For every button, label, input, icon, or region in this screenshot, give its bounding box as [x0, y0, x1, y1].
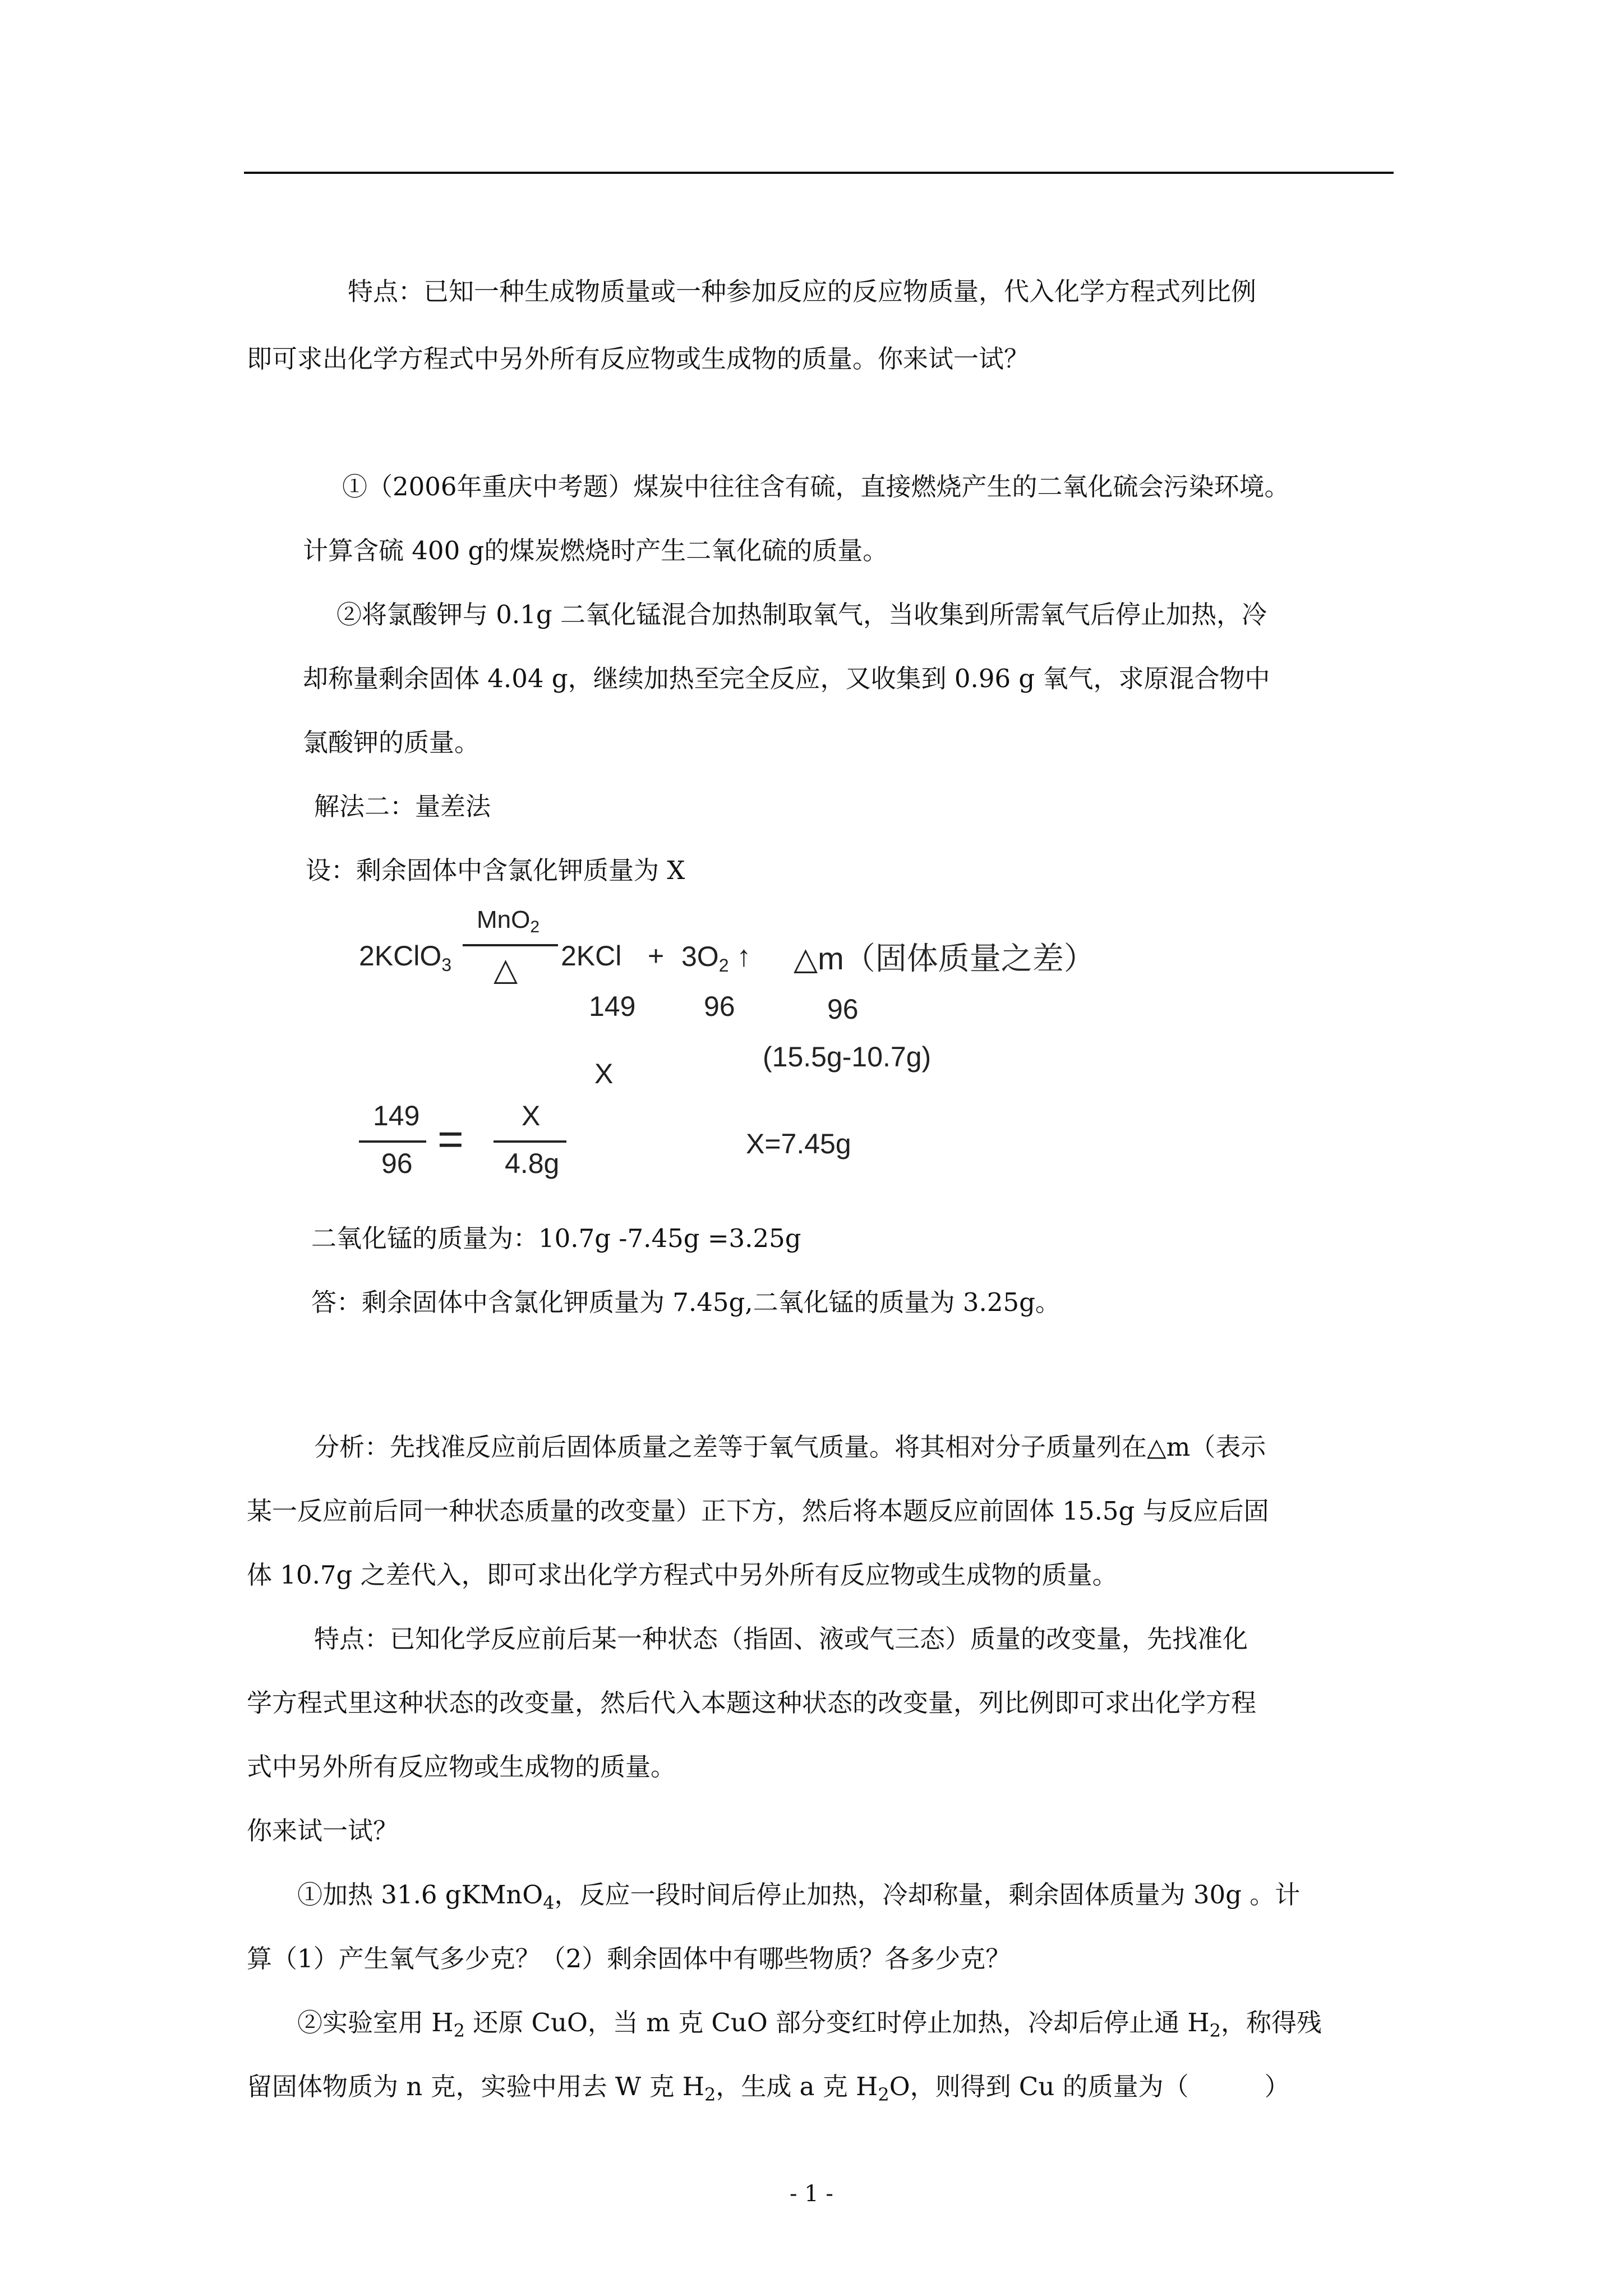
- feature2-line2: 学方程式里这种状态的改变量，然后代入本题这种状态的改变量，列比例即可求出化学方程: [247, 1688, 1257, 1718]
- method-title: 解法二：量差法: [314, 792, 491, 821]
- exercise2-line2: 留固体物质为 n 克，实验中用去 W 克 $H_2$，生成 a 克 $H_2O$，则得到 Cu 的质量为（ ）: [247, 2072, 1290, 2105]
- setup-line: 设：剩余固体中含氯化钾质量为 X: [306, 855, 685, 885]
- ratio-bar-1: [359, 1140, 426, 1143]
- plus-sign: +: [648, 940, 665, 972]
- problem1-line1: ①（2006年重庆中考题）煤炭中往往含有硫，直接燃烧产生的二氧化硫会污染环境。: [342, 472, 1290, 501]
- feature2-line3: 式中另外所有反应物或生成物的质量。: [247, 1752, 676, 1782]
- feature-text-line2: 即可求出化学方程式中另外所有反应物或生成物的质量。你来试一试？: [247, 344, 1030, 374]
- result-x: X=7.45g: [746, 1128, 851, 1159]
- exercise1-line1: ①加热 31.6 gKMnO$_4$，反应一段时间后停止加热，冷却称量，剩余固体质量为 30g 。计: [297, 1880, 1301, 1913]
- product-o2: $3O_2$ ↑: [681, 940, 751, 976]
- header-rule: [244, 172, 1394, 174]
- mass-o2: 96: [704, 991, 735, 1022]
- problem2-line1: ②将氯酸钾与 0.1g 二氧化锰混合加热制取氧气，当收集到所需氧气后停止加热，冷: [336, 600, 1267, 629]
- ratio-denominator-1: 96: [381, 1148, 413, 1179]
- page-number: - 1 -: [790, 2181, 833, 2207]
- analysis-line1: 分析：先找准反应前后固体质量之差等于氧气质量。将其相对分子质量列在△m（表示: [314, 1432, 1266, 1462]
- product-kcl: 2KCl: [561, 940, 622, 972]
- delta-m-label: △m（固体质量之差）: [794, 941, 1095, 976]
- problem2-line3: 氯酸钾的质量。: [303, 728, 480, 757]
- catalyst-label: MnO2: [477, 906, 540, 936]
- reactant: 2KClO$_3$: [359, 940, 452, 975]
- mass-difference: (15.5g-10.7g): [763, 1041, 932, 1073]
- mass-kcl: 149: [589, 991, 636, 1022]
- gas-arrow-icon: ↑: [736, 940, 751, 973]
- exercise1-line2: 算（1）产生氧气多少克？（2）剩余固体中有哪些物质？各多少克？: [247, 1944, 1011, 1973]
- ratio-equals: =: [437, 1114, 464, 1164]
- heat-condition: △: [494, 951, 518, 987]
- ratio-numerator-1: 149: [373, 1100, 420, 1131]
- try-it-line: 你来试一试？: [247, 1816, 399, 1846]
- problem2-line2: 却称量剩余固体 4.04 g，继续加热至完全反应，又收集到 0.96 g 氧气，求原混合物中: [303, 664, 1270, 693]
- mno2-mass-line: 二氧化锰的质量为：10.7g -7.45g =3.25g: [311, 1223, 801, 1253]
- feature2-line1: 特点：已知化学反应前后某一种状态（指固、液或气三态）质量的改变量，先找准化: [314, 1624, 1248, 1654]
- analysis-line2: 某一反应前后同一种状态质量的改变量）正下方，然后将本题反应前固体 15.5g 与反应后固: [247, 1496, 1269, 1526]
- ratio-numerator-2: X: [522, 1100, 541, 1131]
- answer-line: 答：剩余固体中含氯化钾质量为 7.45g,二氧化锰的质量为 3.25g。: [311, 1287, 1061, 1317]
- ratio-bar-2: [494, 1140, 566, 1143]
- analysis-line3: 体 10.7g 之差代入，即可求出化学方程式中另外所有反应物或生成物的质量。: [247, 1560, 1118, 1590]
- mass-delta: 96: [827, 993, 859, 1025]
- feature-text-line1: 特点：已知一种生成物质量或一种参加反应的反应物质量，代入化学方程式列比例: [348, 277, 1257, 306]
- unknown-x: X: [594, 1058, 614, 1089]
- exercise2-line1: ②实验室用 $H_2$ 还原 CuO，当 m 克 CuO 部分变红时停止加热，冷却后停止通 $H_2$，称得残: [297, 2008, 1322, 2041]
- reaction-bar: [463, 944, 558, 946]
- ratio-denominator-2: 4.8g: [505, 1148, 560, 1179]
- problem1-line2: 计算含硫 400 g的煤炭燃烧时产生二氧化硫的质量。: [303, 536, 888, 565]
